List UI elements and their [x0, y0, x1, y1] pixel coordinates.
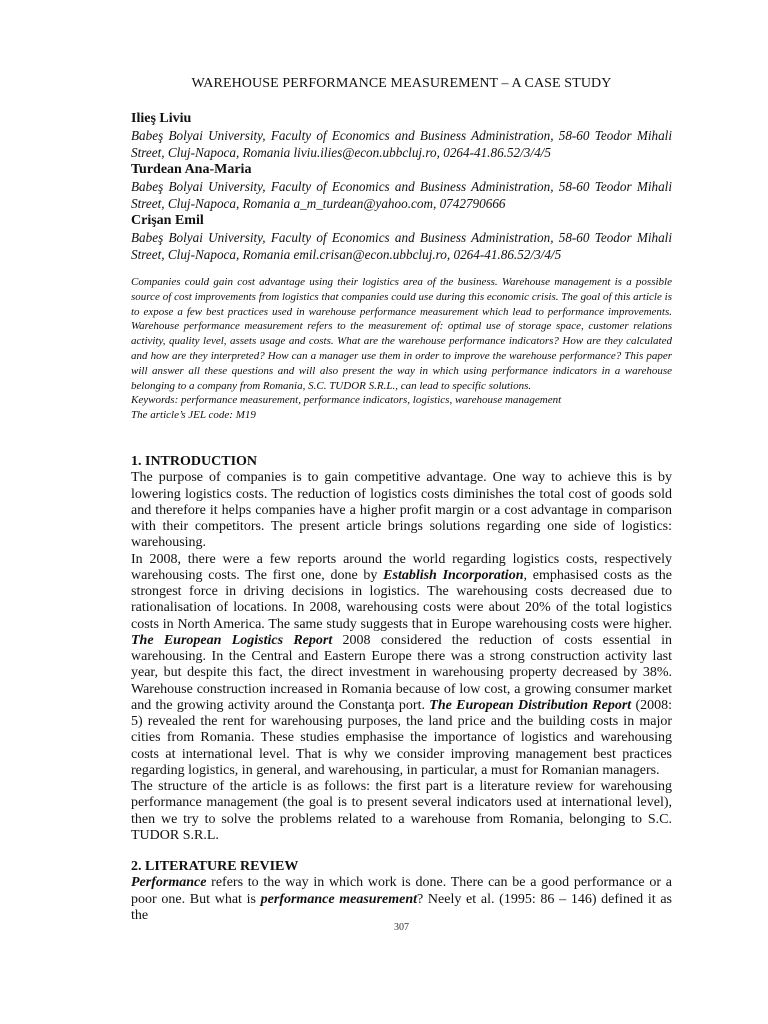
abstract	[131, 275, 672, 423]
page-number: 307	[394, 922, 409, 933]
text-run: ? Neely et al. (1995: 86 – 146) defined it as the	[131, 891, 673, 923]
section-heading-literature-review: 2. LITERATURE REVIEW	[131, 859, 299, 874]
author-affiliation: Babeş Bolyai University, Faculty of Economics and Business Administration, 58-60 Teodor Mihali Street, Cluj-Napoca, Romania liviu.ilies@econ.ubbcluj.ro, 0264-41.86.52/3/4/5	[131, 128, 672, 160]
emphasis-european-distribution-report: The European Distribution Report	[429, 697, 632, 713]
paragraph: The purpose of companies is to gain competitive advantage. One way to achieve this is by lowering logistics costs. The reduction of logistics costs diminishes the total cost of goods sold and therefore it helps companies have a higher profit margin or a cost advantage in comparison with their competitors. The present article brings solutions regarding one side of logistics: warehousing.	[131, 470, 672, 551]
jel-code: The article’s JEL code: M19	[131, 409, 256, 422]
author-name: Ilieş Liviu	[131, 111, 192, 126]
text-run: In 2008, there were a few reports around the world regarding logistics costs, respectively warehousing costs. The first one, done by	[131, 551, 672, 583]
text-run: refers to the way in which work is done. There can be a good performance or a poor one. But what is	[131, 875, 672, 907]
paragraph	[131, 552, 672, 780]
keywords: Keywords: performance measurement, performance indicators, logistics, warehouse management	[131, 394, 562, 407]
body-text	[131, 454, 672, 924]
abstract-text: Companies could gain cost advantage using their logistics area of the business. Warehouse management is a possible source of cost improvements from logistics that companies could use during this economic crisis. The goal of this article is to expose a few best practices used in warehouse performance measurement which lead to performance improvements. Warehouse performance measurement refers to the measurement of: optimal use of storage space, customer relations activity, quality level, assets usage and costs. What are the warehouse performance indicators? How are they calculated and how are they interpreted? How can a manager use them in order to improve the warehouse performance? This paper will answer all these questions and will also present the way in which using performance indicators in a warehouse belonging to a company from Romania, S.C. TUDOR S.R.L., can lead to specific solutions.	[131, 276, 672, 392]
emphasis-european-logistics-report: The European Logistics Report	[131, 632, 333, 648]
author-block	[131, 110, 672, 263]
emphasis-performance-measurement: performance measurement	[260, 891, 418, 907]
paper-title: WAREHOUSE PERFORMANCE MEASUREMENT – A CASE STUDY	[191, 76, 612, 91]
author-affiliation: Babeş Bolyai University, Faculty of Economics and Business Administration, 58-60 Teodor Mihali Street, Cluj-Napoca, Romania a_m_turdean@yahoo.com, 0742790666	[131, 179, 672, 211]
paragraph	[131, 875, 672, 924]
emphasis-performance: Performance	[131, 875, 207, 891]
author-name: Crişan Emil	[131, 213, 204, 228]
text-run: , emphasised costs as the strongest force in driving decisions in logistics. The warehousing costs decreased due to rationalisation of locations. In 2008, warehousing costs were about 20% of the total logistics costs in North America. The same study suggests that in Europe warehousing costs were higher.	[131, 567, 673, 632]
section-heading-introduction: 1. INTRODUCTION	[131, 454, 258, 469]
text-run: (2008: 5) revealed the rent for warehousing purposes, the land price and the building costs in major cities from Romania. These studies emphasise the importance of logistics and warehousing costs at international level. That is why we consider improving management best practices regarding logistics, in general, and warehousing, in particular, a must for Romanian managers.	[131, 697, 672, 778]
emphasis-establish-incorporation: Establish Incorporation	[383, 567, 524, 583]
author-name: Turdean Ana-Maria	[131, 162, 252, 177]
text-run: 2008 considered the reduction of costs essential in warehousing. In the Central and Eastern Europe there was a strong construction activity last year, but despite this fact, the direct investment in warehousing property decreased by 38%. Warehouse construction increased in Romania because of low cost, a growing consumer market and the growing activity around the Constanţa port.	[131, 632, 672, 713]
author-affiliation: Babeş Bolyai University, Faculty of Economics and Business Administration, 58-60 Teodor Mihali Street, Cluj-Napoca, Romania emil.crisan@econ.ubbcluj.ro, 0264-41.86.52/3/4/5	[131, 230, 672, 262]
paragraph: The structure of the article is as follows: the first part is a literature review for warehousing performance management (the goal is to present several indicators used at international level), then we try to solve the problems related to a warehouse from Romania, belonging to S.C. TUDOR S.R.L.	[131, 779, 672, 843]
section-gap	[131, 844, 672, 859]
